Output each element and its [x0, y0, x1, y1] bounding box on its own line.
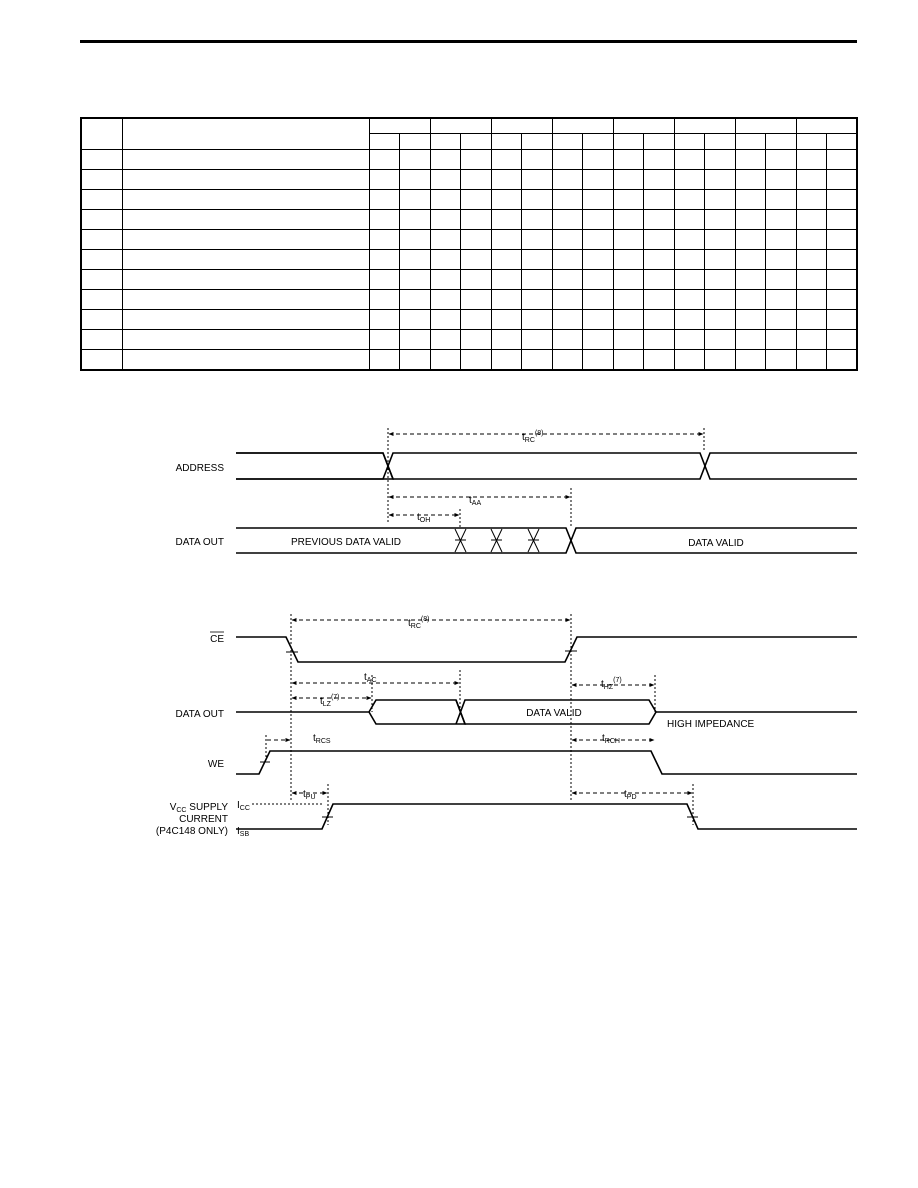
read-cycle-1-diagram: [175, 428, 857, 553]
trc-label-2: $t_{RC}^{(8)}$: [408, 616, 430, 630]
ce-waveform: [236, 637, 857, 662]
p4c148-only-label: (P4C148 ONLY): [155, 826, 228, 837]
trcs-label: $t_{RCS}$: [313, 733, 331, 745]
data-out-signal-label-2: DATA OUT: [175, 709, 224, 720]
ce-edge-ticks: [286, 651, 577, 652]
we-waveform: [236, 751, 857, 774]
ce-signal-label: CE: [210, 634, 224, 645]
address-waveform: [236, 453, 857, 479]
taa-label: $t_{AA}$: [469, 495, 482, 507]
toh-label: $t_{OH}$: [417, 512, 431, 524]
we-signal-label: WE: [207, 759, 224, 770]
icc-label: $I_{CC}$: [237, 800, 250, 812]
address-signal-label: ADDRESS: [175, 463, 224, 474]
trc-label-1: $t_{RC}^{(8)}$: [522, 430, 544, 444]
data-out-signal-label: DATA OUT: [175, 537, 224, 548]
data-valid-label-1: DATA VALID: [688, 538, 744, 549]
tlz-label: $t_{LZ}^{(7)}$: [320, 694, 340, 708]
tpd-label: $t_{PD}$: [624, 789, 637, 801]
high-impedance-label: HIGH IMPEDANCE: [667, 719, 755, 730]
previous-data-valid-label: PREVIOUS DATA VALID: [290, 537, 402, 548]
vcc-supply-label: $V_{CC}$ SUPPLY: [169, 802, 228, 814]
tac-label: $t_{AC}$: [364, 672, 377, 684]
data-valid-label-2: DATA VALID: [526, 708, 582, 719]
guide-lines-1: [388, 428, 704, 528]
data-transition-crosses: [455, 529, 539, 552]
vcc-current-label: CURRENT: [179, 814, 228, 825]
trch-label: $t_{RCH}$: [602, 733, 620, 745]
read-cycle-2-diagram: [156, 614, 857, 838]
thz-label: $t_{HZ}^{(7)}$: [601, 677, 622, 691]
isb-label: $I_{SB}$: [237, 826, 250, 838]
tpu-label: $t_{PU}$: [303, 789, 316, 801]
